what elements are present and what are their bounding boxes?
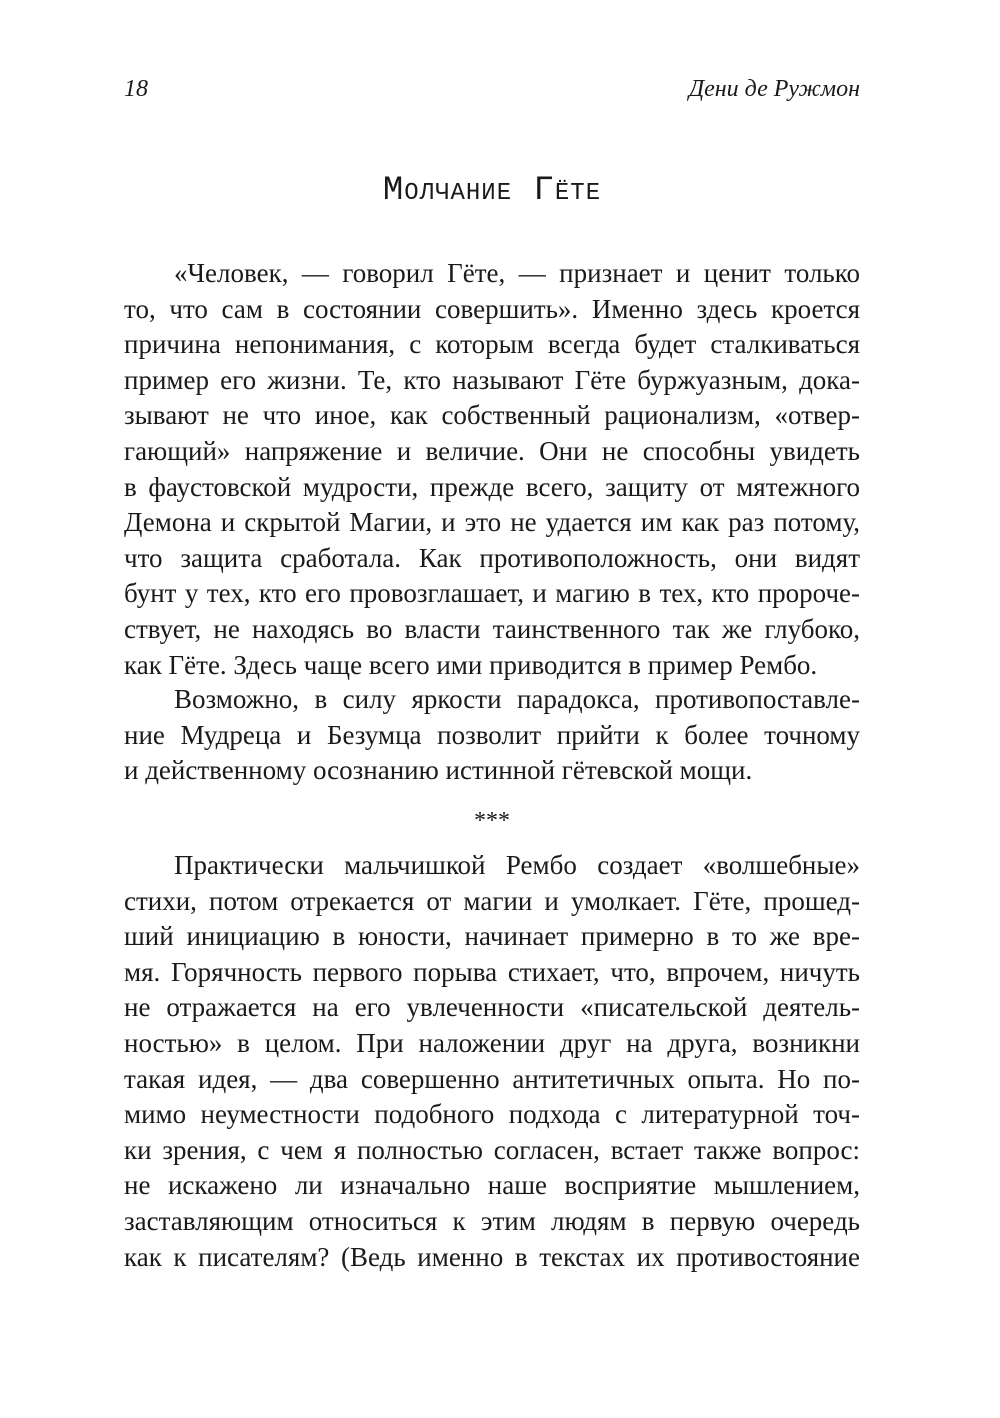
text-line: Демона и скрытой Магии, и это не удается им как раз потому, (124, 507, 860, 538)
text-line: как к писателям? (Ведь именно в текстах их противостояние (124, 1241, 860, 1272)
text-line: Возможно, в силу яркости парадокса, противопоставле- (174, 684, 860, 714)
text-line: и действенному осознанию истинной гётевской мощи. (124, 755, 753, 786)
text-line: в фаустовской мудрости, прежде всего, защиту от мятежного (124, 471, 860, 502)
text-line: ностью» в целом. При наложении друг на друга, возникни (124, 1027, 860, 1058)
text-line: стихи, потом отрекается от магии и умолкает. Гёте, прошед- (124, 885, 860, 916)
text-line: заставляющим относиться к этим людям в первую очередь (124, 1205, 860, 1236)
page-number: 18 (124, 76, 148, 102)
text-line: как Гёте. Здесь чаще всего ими приводится в пример Рембо. (124, 649, 818, 680)
text-line: «Человек, — говорил Гёте, — признает и ценит только (174, 258, 860, 288)
text-line: то, что сам в состоянии совершить». Именно здесь кроется (124, 293, 860, 324)
text-line: ние Мудреца и Безумца позволит прийти к более точному (124, 719, 860, 750)
text-line: бунт у тех, кто его провозглашает, и магию в тех, кто пророче- (124, 578, 860, 609)
paragraph-1 (124, 256, 860, 683)
running-head-author: Дени де Ружмон (688, 76, 860, 102)
text-line: зывают не что иное, как собственный рационализм, «отвер- (124, 400, 860, 431)
text-line: гающий» напряжение и величие. Они не способны увидеть (124, 435, 860, 466)
chapter-title: Молчание Гёте (382, 172, 602, 210)
text-line: Практически мальчишкой Рембо создает «волшебные» (174, 850, 860, 880)
text-line: ший инициацию в юности, начинает примерно в то же вре- (124, 921, 860, 952)
text-line: мимо неуместности подобного подхода с литературной точ- (124, 1099, 860, 1130)
text-line: ки зрения, с чем я полностью согласен, встает также вопрос: (124, 1134, 860, 1165)
running-head (124, 76, 860, 106)
text-line: такая идея, — два совершенно антитетичных опыта. Но по- (124, 1063, 860, 1094)
text-line: пример его жизни. Те, кто называют Гёте буржуазным, дока- (124, 364, 860, 395)
text-line: ствует, не находясь во власти таинственного так же глубоко, (124, 613, 860, 644)
paragraph-2 (124, 682, 860, 789)
text-line: мя. Горячность первого порыва стихает, что, впрочем, ничуть (124, 956, 860, 987)
text-line: причина непонимания, с которым всегда будет сталкиваться (124, 329, 860, 360)
text-line: не искажено ли изначально наше восприятие мышлением, (124, 1170, 860, 1201)
text-line: не отражается на его увлеченности «писательской деятель- (124, 992, 860, 1023)
section-separator: *** (474, 808, 510, 834)
text-line: что защита сработала. Как противоположность, они видят (124, 542, 860, 573)
paragraph-3 (124, 848, 860, 1275)
